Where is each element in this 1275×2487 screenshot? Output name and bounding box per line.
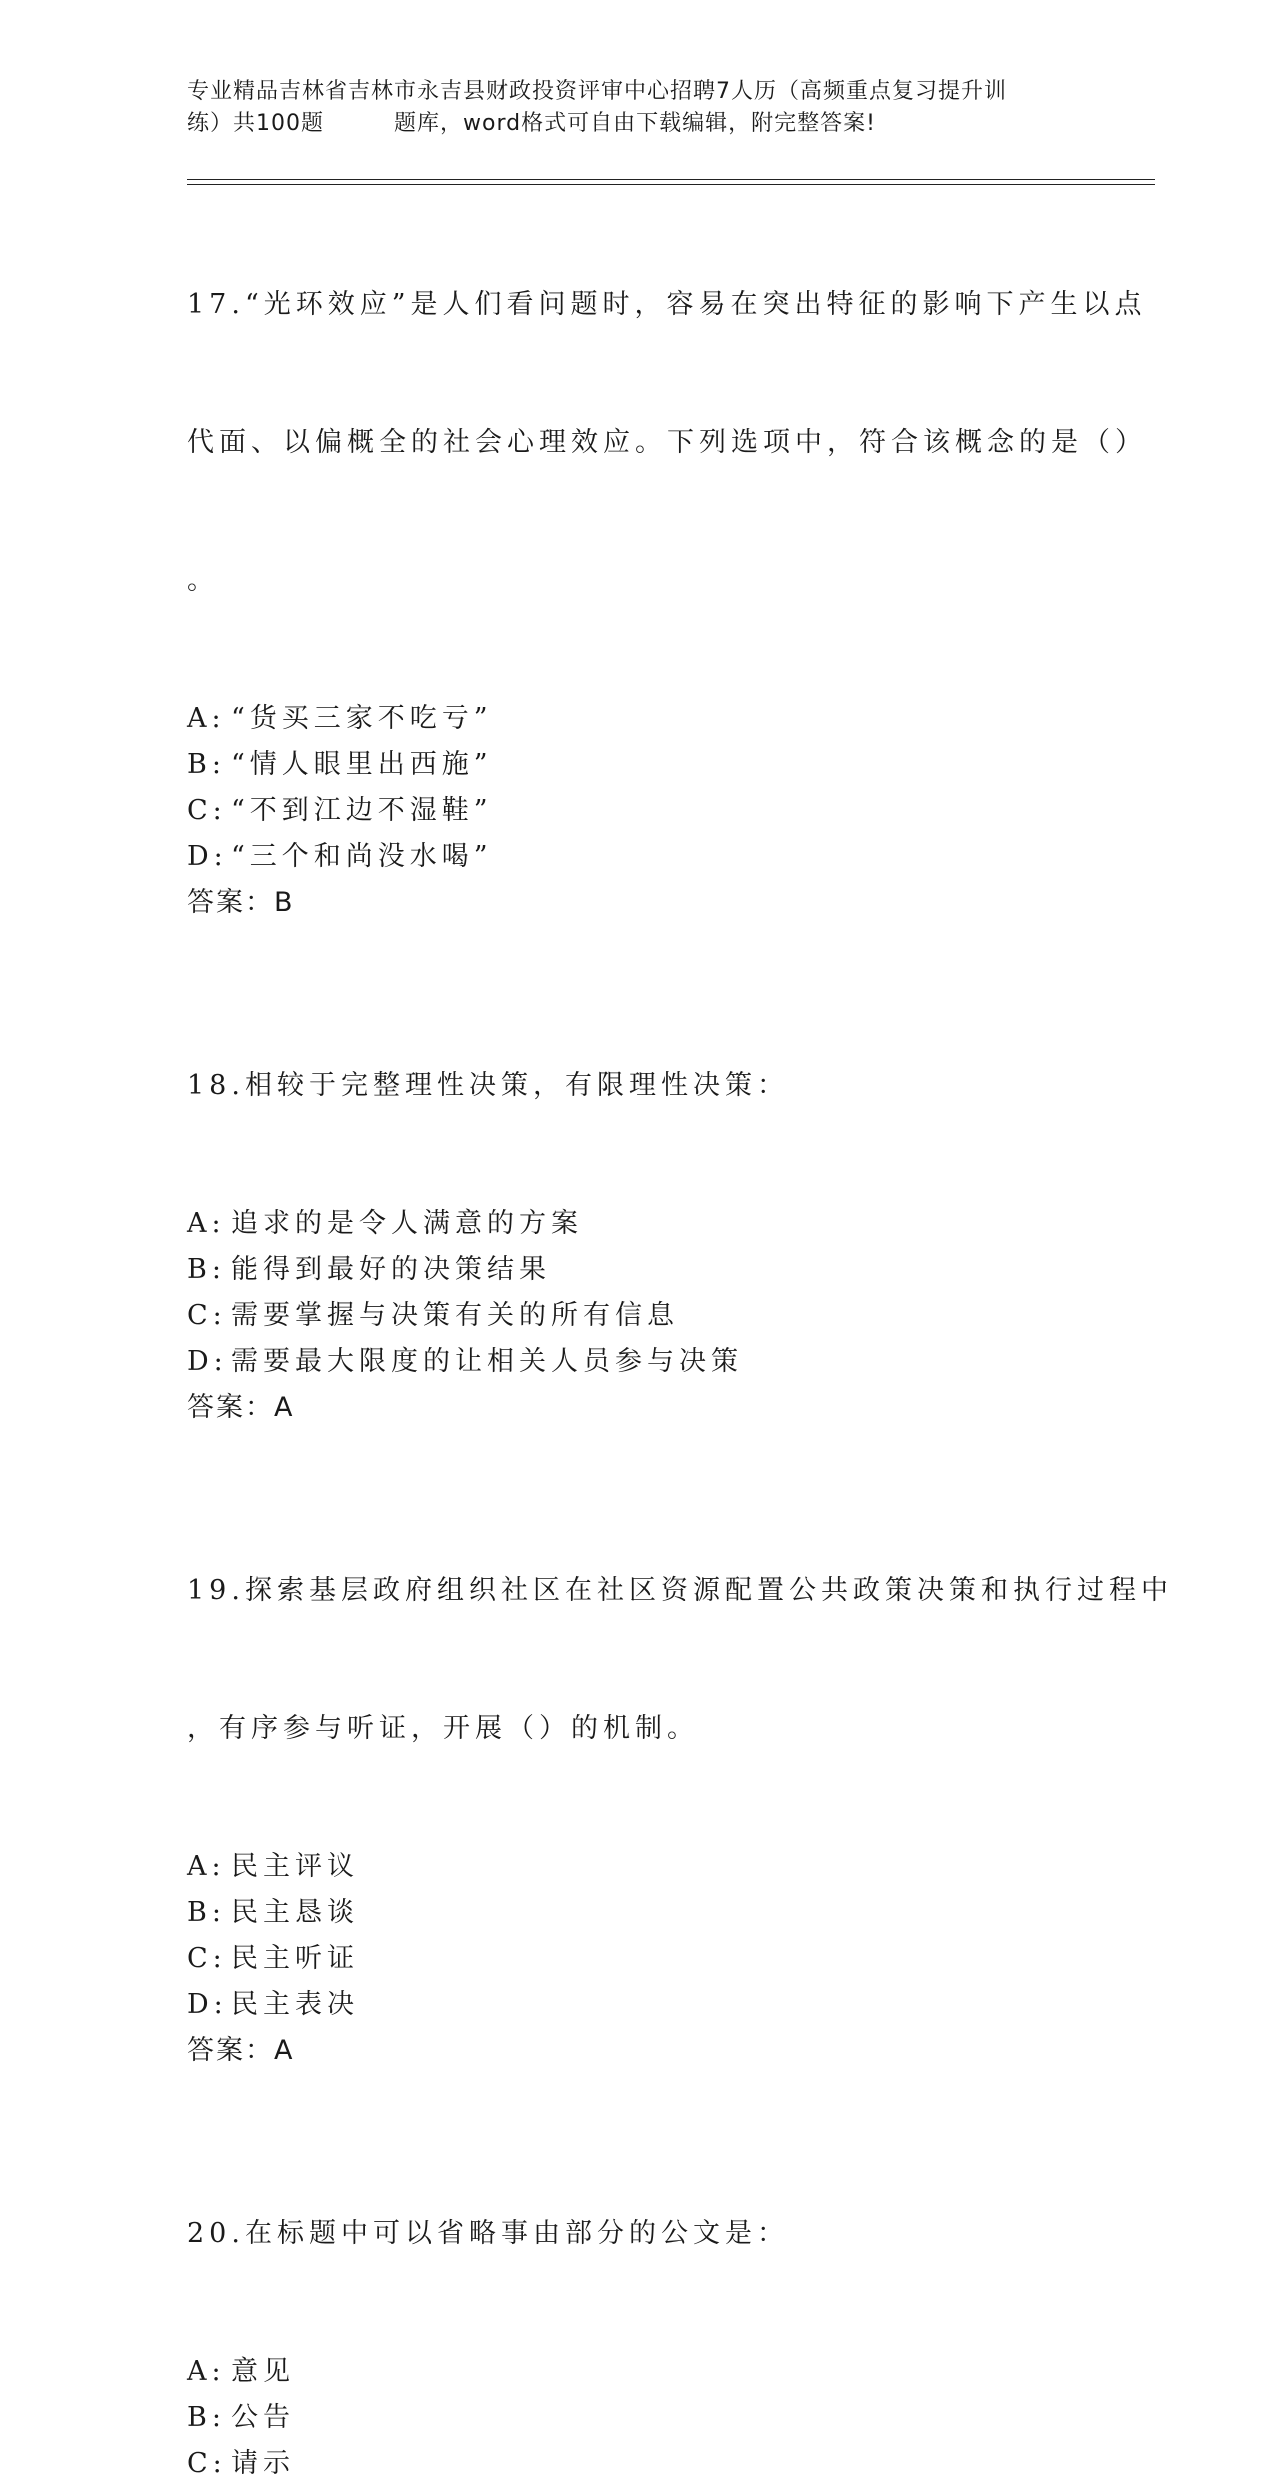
option-key: C: bbox=[187, 1300, 227, 1331]
option-text: 追求的是令人满意的方案 bbox=[231, 1208, 583, 1239]
question-stem bbox=[187, 2119, 1087, 2349]
stem-line: 18.相较于完整理性决策，有限理性决策： bbox=[187, 1070, 789, 1101]
option-key: D: bbox=[187, 1346, 228, 1377]
question-20 bbox=[187, 2119, 1167, 2487]
question-19 bbox=[187, 1476, 1173, 2074]
option-text: 意见 bbox=[231, 2356, 295, 2387]
stem-line: 17.“光环效应”是人们看问题时，容易在突出特征的影响下产生以点 bbox=[187, 289, 1147, 320]
option-b bbox=[187, 2395, 1167, 2441]
option-c bbox=[187, 1936, 1167, 1982]
header-divider-top bbox=[187, 179, 1155, 180]
header-line-1: 专业精品吉林省吉林市永吉县财政投资评审中心招聘7人历（高频重点复习提升训 bbox=[187, 79, 1007, 104]
option-text: “货买三家不吃亏” bbox=[231, 703, 493, 734]
option-text: 需要掌握与决策有关的所有信息 bbox=[231, 1300, 679, 1331]
header-line-2-part-b: 题库，word格式可自由下载编辑，附完整答案! bbox=[394, 111, 876, 136]
option-key: D: bbox=[187, 1989, 228, 2020]
stem-line: 。 bbox=[187, 565, 219, 596]
option-key: A: bbox=[187, 1851, 226, 1882]
option-key: B: bbox=[187, 2402, 226, 2433]
option-key: C: bbox=[187, 2448, 227, 2479]
option-key: C: bbox=[187, 1943, 227, 1974]
option-d bbox=[187, 1339, 1167, 1385]
option-text: “情人眼里出西施” bbox=[231, 749, 493, 780]
header-line-2-part-a: 练）共100题 bbox=[187, 111, 324, 136]
question-list bbox=[187, 190, 1173, 2487]
stem-line: ，有序参与听证，开展（）的机制。 bbox=[187, 1713, 699, 1744]
option-a bbox=[187, 2349, 1167, 2395]
option-text: 民主恳谈 bbox=[231, 1897, 359, 1928]
option-key: D: bbox=[187, 841, 228, 872]
page-header bbox=[187, 76, 1087, 140]
option-key: C: bbox=[187, 795, 227, 826]
option-a bbox=[187, 1844, 1167, 1890]
question-18 bbox=[187, 971, 1167, 1431]
option-text: 民主听证 bbox=[231, 1943, 359, 1974]
option-c bbox=[187, 788, 1167, 834]
option-key: A: bbox=[187, 703, 226, 734]
option-c bbox=[187, 2441, 1167, 2487]
option-a bbox=[187, 1201, 1167, 1247]
question-spacer bbox=[187, 2074, 1167, 2119]
answer-line: 答案：B bbox=[187, 887, 295, 918]
option-d bbox=[187, 1982, 1167, 2028]
option-text: 请示 bbox=[231, 2448, 295, 2479]
stem-line: 19.探索基层政府组织社区在社区资源配置公共政策决策和执行过程中 bbox=[187, 1575, 1173, 1606]
option-key: B: bbox=[187, 1897, 226, 1928]
option-a bbox=[187, 696, 1167, 742]
header-line-2 bbox=[187, 108, 1087, 140]
option-b bbox=[187, 1247, 1167, 1293]
question-stem bbox=[187, 1476, 1173, 1844]
question-stem bbox=[187, 971, 1087, 1201]
option-text: 公告 bbox=[231, 2402, 295, 2433]
answer-line: 答案：A bbox=[187, 1392, 295, 1423]
option-text: 能得到最好的决策结果 bbox=[231, 1254, 551, 1285]
option-c bbox=[187, 1293, 1167, 1339]
header-divider-bottom bbox=[187, 184, 1155, 185]
question-spacer bbox=[187, 926, 1167, 971]
option-key: B: bbox=[187, 749, 226, 780]
option-b bbox=[187, 1890, 1167, 1936]
question-spacer bbox=[187, 1431, 1167, 1476]
stem-line: 代面、以偏概全的社会心理效应。下列选项中，符合该概念的是（） bbox=[187, 427, 1147, 458]
option-b bbox=[187, 742, 1167, 788]
option-key: A: bbox=[187, 2356, 226, 2387]
answer-line: 答案：A bbox=[187, 2035, 295, 2066]
option-text: 需要最大限度的让相关人员参与决策 bbox=[231, 1346, 743, 1377]
question-stem bbox=[187, 190, 1147, 696]
question-17 bbox=[187, 190, 1167, 926]
option-text: 民主评议 bbox=[231, 1851, 359, 1882]
option-d bbox=[187, 834, 1167, 880]
option-text: “不到江边不湿鞋” bbox=[231, 795, 493, 826]
option-key: A: bbox=[187, 1208, 226, 1239]
option-key: B: bbox=[187, 1254, 226, 1285]
option-text: 民主表决 bbox=[231, 1989, 359, 2020]
stem-line: 20.在标题中可以省略事由部分的公文是： bbox=[187, 2218, 789, 2249]
option-text: “三个和尚没水喝” bbox=[231, 841, 493, 872]
